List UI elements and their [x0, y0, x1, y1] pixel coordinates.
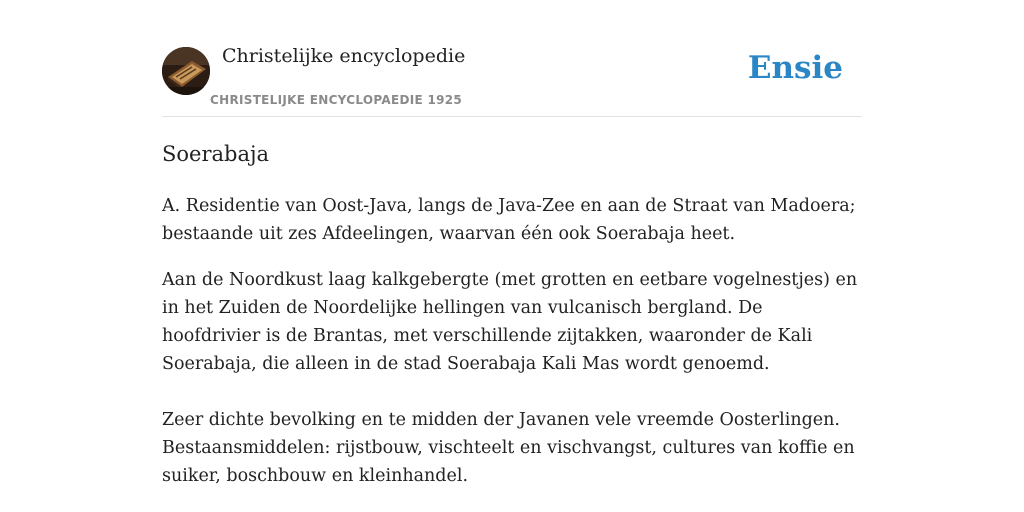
article-title: Soerabaja [162, 142, 270, 166]
article-paragraph: Aan de Noordkust laag kalkgebergte (met grotten en eetbare vogelnestjes) en in het Zuiden de Noordelijke hellingen van vulcanisch bergland. De hoofdrivier is de Brantas, met verschillende zijtakken, waaronder de Kali Soerabaja, die alleen in de stad Soerabaja Kali Mas wordt genoemd. [162, 270, 858, 374]
brand-logo[interactable]: Ensie [747, 50, 843, 86]
article [162, 138, 862, 490]
article-paragraph: A. Residentie van Oost-Java, langs de Java-Zee en aan de Straat van Madoera; bestaande uit zes Afdeelingen, waarvan één ook Soerabaja heet. [162, 196, 856, 244]
book-title[interactable]: Christelijke encyclopedie [222, 45, 466, 67]
book-subtitle: CHRISTELIJKE ENCYCLOPAEDIE 1925 [210, 93, 463, 107]
book-cover-icon[interactable] [162, 47, 210, 95]
article-paragraph: Zeer dichte bevolking en te midden der Javanen vele vreemde Oosterlingen. Bestaansmiddelen: rijstbouw, vischteelt en vischvangst, cultures van koffie en suiker, boschbouw en kleinhandel. [162, 410, 855, 486]
header [162, 44, 862, 117]
